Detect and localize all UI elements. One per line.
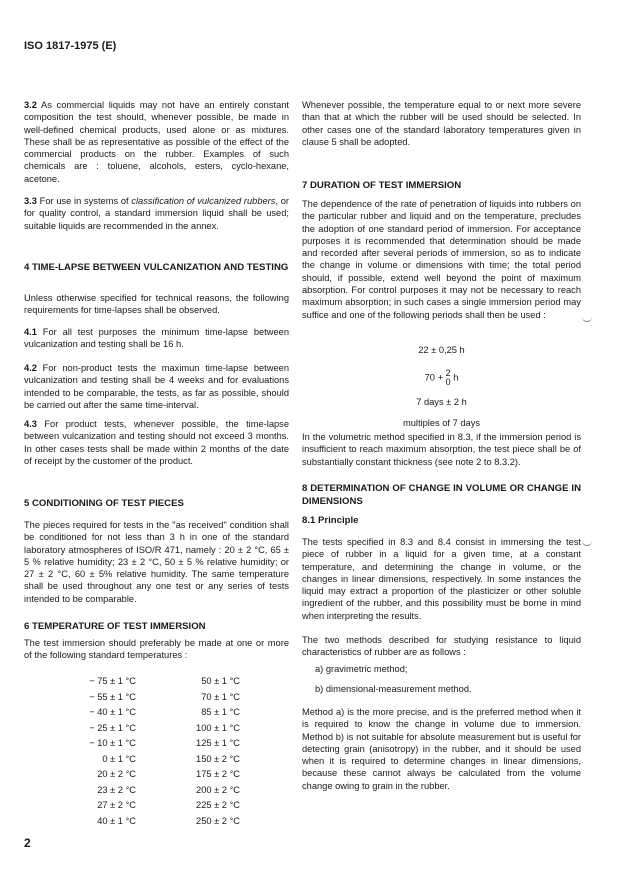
clause-number: 3.2	[24, 100, 37, 110]
temperature-value: − 10 ± 1 °C	[89, 738, 136, 748]
section-5-body: The pieces required for tests in the "as received" condition shall be conditioned for not less than 3 h in one of the standard laboratory atmospheres of ISO/R 471, namely : 20 ± 2 °C, 65 ± 5 % relative humidity; 23 ± 2 °C, 50 ± 5 % relative humidity; or 27 ± 2 °C, 60 ± 5% relative humidity. The same temperature shall be used throughout any one test or any series of tests intended to be comparable.	[24, 520, 289, 604]
period-multiples: multiples of 7 days	[403, 418, 480, 428]
temperature-row	[80, 738, 240, 754]
section-6-heading: 6 TEMPERATURE OF TEST IMMERSION	[24, 621, 206, 632]
clause-4-1	[24, 326, 289, 351]
clause-4-3	[24, 418, 289, 467]
section-6-body: The test immersion should preferably be made at one or more of the following standard temperatures :	[24, 638, 289, 661]
temperature-value: 23 ± 2 °C	[97, 784, 136, 795]
clause-text: For non-product tests the maximun time-lapse between vulcanization and testing shall be 4 weeks and for evaluations intended to be comparable, the tests, as far as possible, should be carried out after the same time-interval.	[24, 363, 289, 410]
margin-mark	[582, 541, 592, 546]
clause-8-1-body: The tests specified in 8.3 and 8.4 consist in immersing the test piece of rubber in a liquid for a given time, at a constant temperature, and determining the change in volume, or the changes in linear dimensions, respectively. In some instances the liquid may extract a proportion of the plasticizer or other soluble ingredient of the rubber, and this possibility must be borne in mind when interpreting the results.	[302, 537, 581, 621]
temperature-row	[80, 723, 240, 739]
clause-number: 3.3	[24, 196, 37, 206]
temperature-row	[80, 816, 240, 832]
clause-italic-text: classification of vulcanized rubbers	[131, 196, 276, 206]
clause-3-2	[24, 99, 289, 185]
period-unit: h	[453, 372, 459, 383]
temperature-value: 150 ± 2 °C	[196, 753, 240, 764]
section-7-heading: 7 DURATION OF TEST IMMERSION	[302, 180, 462, 191]
page-number: 2	[24, 836, 31, 850]
temperature-table	[80, 676, 240, 831]
section-4-heading: 4 TIME-LAPSE BETWEEN VULCANIZATION AND TESTING	[24, 262, 289, 273]
temperature-value: 40 ± 1 °C	[97, 815, 136, 826]
temperature-value: 175 ± 2 °C	[196, 769, 240, 779]
clause-number: 4.3	[24, 419, 37, 429]
temperature-row	[80, 800, 240, 816]
temperature-row	[80, 692, 240, 708]
clause-3-3	[24, 195, 289, 232]
temperature-value: 200 ± 2 °C	[196, 784, 240, 795]
clause-4-2	[24, 362, 289, 411]
temperature-row	[80, 676, 240, 692]
temperature-value: 85 ± 1 °C	[201, 707, 240, 717]
period-plus: +	[437, 372, 443, 383]
section-8-heading: 8 DETERMINATION OF CHANGE IN VOLUME OR CHANGE IN DIMENSIONS	[302, 483, 581, 507]
section-7-body: The dependence of the rate of penetration of liquids into rubbers on the particular rubber and liquid and on the temperature, precludes the adoption of one standard period of immersion. For acceptance purposes it is recommended that determination should be made and recorded after several periods of immersion, so as to indicate the change in volume or dimensions with time; the total period should, if possible, extend well beyond the point of maximum absorption. For control purposes it may not be necessary to reach maximum absorption; in such cases a single immersion period may suffice and one of the following periods shall then be used :	[302, 199, 581, 320]
temperature-value: 125 ± 1 °C	[196, 738, 240, 748]
margin-mark	[582, 317, 592, 322]
temperature-row	[80, 707, 240, 723]
temperature-value: 225 ± 2 °C	[196, 800, 240, 810]
temperature-value: − 75 ± 1 °C	[89, 676, 136, 686]
method-a: a) gravimetric method;	[315, 664, 408, 674]
clause-number: 4.1	[24, 327, 37, 337]
period-70h	[302, 369, 581, 387]
section-7-note: In the volumetric method specified in 8.3, if the immersion period is insufficient to reach maximum absorption, the test piece shall be of substantially constant thickness (see note 2 to 8.3.2).	[302, 432, 581, 467]
temperature-value: 50 ± 1 °C	[201, 676, 240, 686]
clause-text: For all test purposes the minimum time-lapse between vulcanization and testing shall be 16 h.	[24, 327, 289, 350]
clause-text: , or for quality control, a standard immersion liquid shall be used; suitable liquids are recommended in the annex.	[24, 196, 289, 231]
clause-text: As commercial liquids may not have an entirely constant composition the test should, whenever possible, be made in well-defined chemical products, used alone or as mixtures. These shall be as representative as possible of the effect of the commercial products on the rubber. Examples of such chemicals are : toluene, alcohols, esters, cyclo-hexane, acetone.	[24, 100, 289, 184]
methods-intro: The two methods described for studying resistance to liquid characteristics of rubber are as follows :	[302, 635, 581, 658]
temperature-row	[80, 769, 240, 785]
section-5-heading: 5 CONDITIONING OF TEST PIECES	[24, 498, 184, 509]
tolerance-upper: 2	[445, 368, 451, 378]
section-6-continuation: Whenever possible, the temperature equal to or next more severe than that at which the rubber will be used should be selected. In other cases one of the standard laboratory temperatures given in clause 5 shall be adopted.	[302, 100, 581, 147]
period-base: 70	[424, 372, 435, 383]
period-22h: 22 ± 0,25 h	[418, 345, 465, 355]
temperature-value: 70 ± 1 °C	[201, 691, 240, 702]
clause-text: For use in systems of	[36, 196, 132, 206]
temperature-value: 250 ± 2 °C	[196, 815, 240, 826]
temperature-row	[80, 785, 240, 801]
section-4-intro: Unless otherwise specified for technical reasons, the following requirements for time-lapses shall be observed.	[24, 293, 289, 316]
tolerance-lower: 0	[445, 377, 451, 387]
temperature-value: 100 ± 1 °C	[196, 722, 240, 733]
period-7-days: 7 days ± 2 h	[416, 397, 467, 407]
temperature-value: − 40 ± 1 °C	[89, 707, 136, 717]
temperature-value: 27 ± 2 °C	[97, 800, 136, 810]
temperature-value: 20 ± 2 °C	[97, 769, 136, 779]
method-b: b) dimensional-measurement method.	[315, 684, 472, 694]
clause-number: 4.2	[24, 363, 37, 373]
period-tolerance	[446, 369, 451, 387]
document-header: ISO 1817-1975 (E)	[24, 40, 117, 52]
clause-text: For product tests, whenever possible, the time-lapse between vulcanization and testing should not exceed 3 months. In other cases tests shall be made within 2 months of the date of receipt by the customer of the product.	[24, 419, 289, 466]
temperature-row	[80, 754, 240, 770]
clause-8-1-final: Method a) is the more precise, and is the preferred method when it is required to know the change in volume due to immersion. Method b) is not suitable for absolute measurement but is useful for detecting grain (anisotropy) in the rubber, and it should be used when it is required to determine changes in linear dimensions, because these cannot always be calculated from the volume change owing to grain in the rubber.	[302, 707, 581, 791]
temperature-value: − 25 ± 1 °C	[89, 722, 136, 733]
temperature-value: − 55 ± 1 °C	[89, 691, 136, 702]
temperature-value: 0 ± 1 °C	[102, 753, 136, 764]
clause-8-1-heading: 8.1 Principle	[302, 515, 359, 526]
